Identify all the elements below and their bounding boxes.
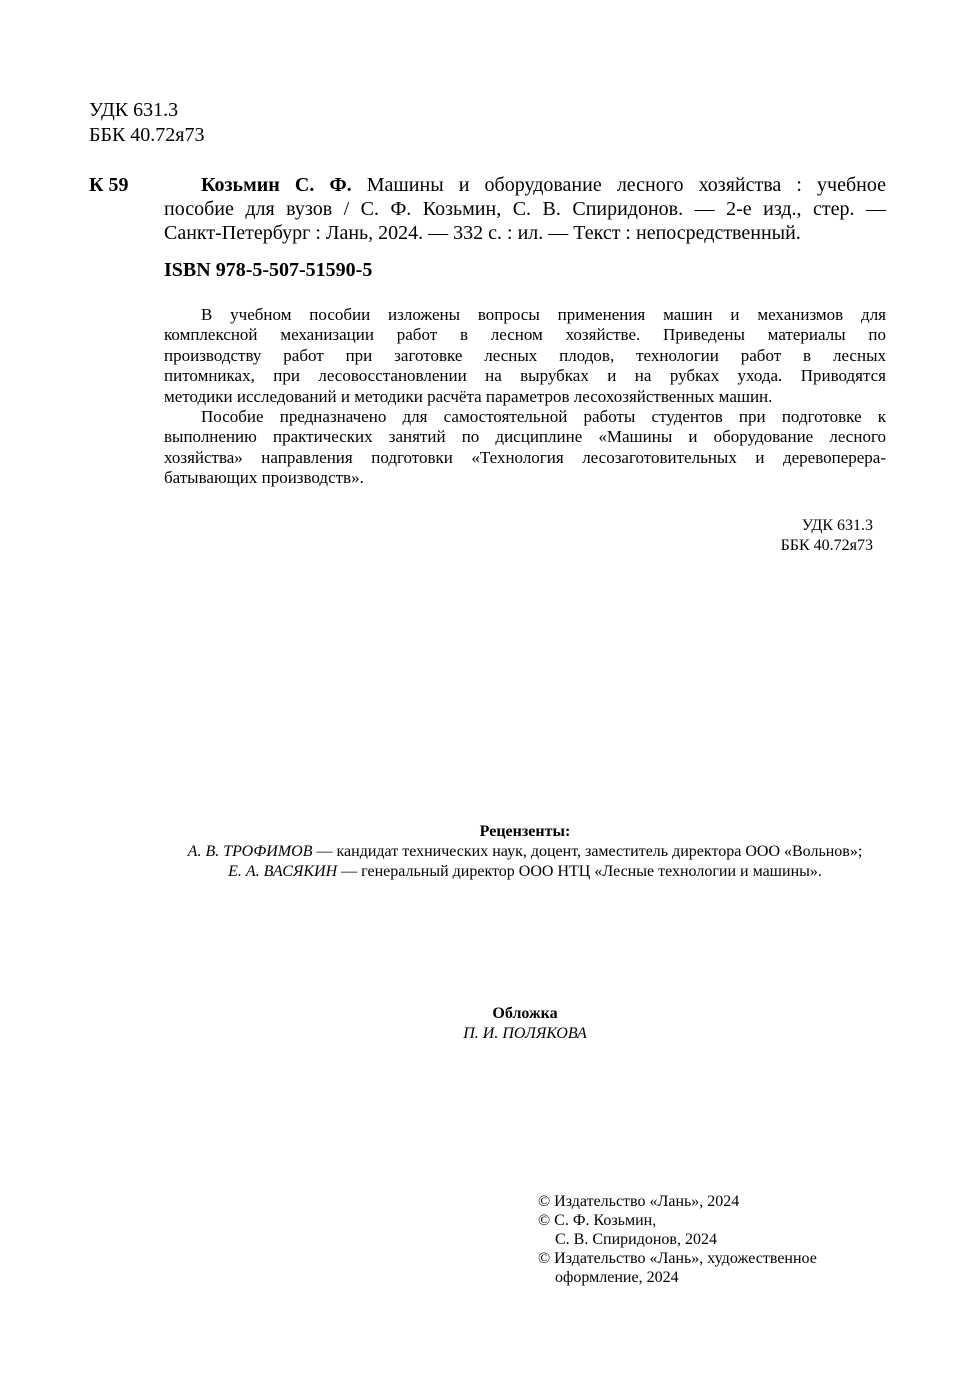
reviewer-1-name: А. В. ТРОФИМОВ [187, 843, 313, 860]
reviewer-2-name: Е. А. ВАСЯКИН [228, 863, 338, 880]
biblio-author: Козьмин С. Ф. [201, 174, 352, 196]
udk-code: УДК 631.3 [801, 517, 873, 534]
copyright-line: © Издательство «Лань», художественное [538, 1250, 817, 1267]
classification-codes-right [700, 516, 873, 556]
abstract [164, 305, 886, 489]
classification-codes [89, 98, 205, 148]
bbk-code: ББК 40.72я73 [89, 124, 205, 146]
copyright [538, 1192, 817, 1287]
cover-heading: Обложка [492, 1005, 558, 1022]
abstract-line: В учебном пособии изложены вопросы применения машин и механизмов для [201, 305, 886, 324]
biblio-line-1 [164, 173, 886, 197]
copyright-line: оформление, 2024 [555, 1269, 679, 1286]
udk-code: УДК 631.3 [89, 99, 179, 121]
abstract-line: хозяйства» направления подготовки «Технология лесозаготовительных и деревоперера- [164, 447, 886, 467]
copyright-line: © Издательство «Лань», 2024 [538, 1193, 740, 1210]
cover-designer: П. И. ПОЛЯКОВА [463, 1025, 587, 1042]
biblio-line-3: Санкт-Петербург : Лань, 2024. — 332 с. : ил. — Текст : непосредственный. [164, 222, 801, 244]
bibliographic-record [164, 173, 886, 245]
abstract-line: батывающих производств». [164, 468, 364, 488]
reviewer-1 [140, 842, 910, 862]
abstract-line: питомниках, при лесовосстановлении на вырубках и на рубках ухода. Приводятся [164, 366, 886, 386]
abstract-line: Пособие предназначено для самостоятельной работы студентов при подготовке к [201, 407, 886, 427]
abstract-line: выполнению практических занятий по дисциплине «Машины и оборудование лесного [164, 427, 886, 447]
author-mark: К 59 [89, 174, 129, 196]
biblio-title: Машины и оборудование лесного хозяйства : учебное [351, 174, 886, 196]
reviewer-2-position: — генеральный директор ООО НТЦ «Лесные технологии и машины». [337, 863, 822, 880]
reviewers-heading: Рецензенты: [479, 823, 571, 840]
abstract-line: методики исследований и методики расчёта параметров лесохозяйственных машин. [164, 386, 773, 406]
reviewer-2 [140, 862, 910, 882]
biblio-line-2: пособие для вузов / С. Ф. Козьмин, С. В. Спиридонов. — 2-е изд., стер. — [164, 198, 886, 220]
reviewers [140, 822, 910, 882]
copyright-line: С. В. Спиридонов, 2024 [555, 1231, 717, 1248]
reviewer-1-position: — кандидат технических наук, доцент, заместитель директора ООО «Вольнов»; [312, 843, 863, 860]
cover-credit [340, 1004, 710, 1044]
bbk-code: ББК 40.72я73 [780, 537, 873, 554]
isbn: ISBN 978-5-507-51590-5 [164, 259, 373, 281]
copyright-line: © С. Ф. Козьмин, [538, 1212, 657, 1229]
abstract-line: комплексной механизации работ в лесном хозяйстве. Приведены материалы по [164, 325, 886, 345]
abstract-line: производству работ при заготовке лесных плодов, технологии работ в лесных [164, 345, 886, 365]
